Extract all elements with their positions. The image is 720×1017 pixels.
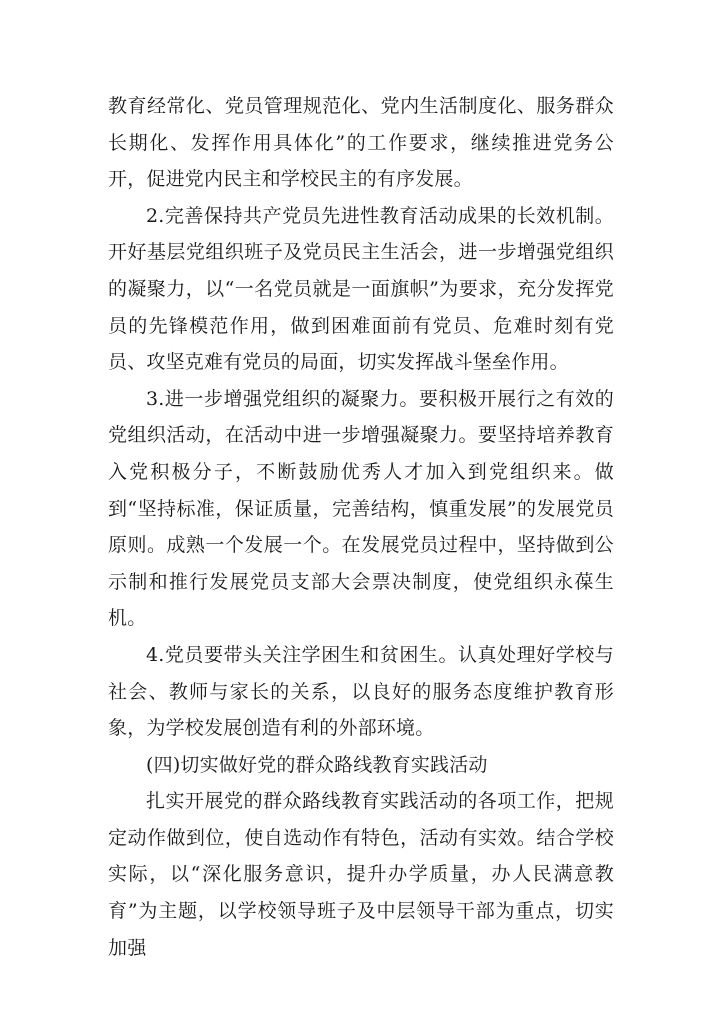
document-body xyxy=(108,88,614,966)
paragraph-item-3: 3.进一步增强党组织的凝聚力。要积极开展行之有效的党组织活动，在活动中进一步增强凝聚力。要坚持培养教育入党积极分子，不断鼓励优秀人才加入到党组织来。做到“坚持标准，保证质量，完善结构，慎重发展”的发展党员原则。成熟一个发展一个。在发展党员过程中，坚持做到公示制和推行发展党员支部大会票决制度，使党组织永葆生机。 xyxy=(108,387,614,630)
paragraph-item-4: 4.党员要带头关注学困生和贫困生。认真处理好学校与社会、教师与家长的关系，以良好的服务态度维护教育形象，为学校发展创造有利的外部环境。 xyxy=(108,643,614,740)
paragraph-section-body: 扎实开展党的群众路线教育实践活动的各项工作，把规定动作做到位，使自选动作有特色，活动有实效。结合学校实际，以“深化服务意识，提升办学质量，办人民满意教育”为主题，以学校领导班子及中层领导干部为重点，切实加强 xyxy=(108,790,614,959)
paragraph-item-2: 2.完善保持共产党员先进性教育活动成果的长效机制。开好基层党组织班子及党员民主生活会，进一步增强党组织的凝聚力，以“一名党员就是一面旗帜”为要求，充分发挥党员的先锋模范作用，做到困难面前有党员、危难时刻有党员、攻坚克难有党员的局面，切实发挥战斗堡垒作用。 xyxy=(108,204,614,374)
section-heading: (四)切实做好党的群众路线教育实践活动 xyxy=(146,753,488,776)
paragraph-continuation: 教育经常化、党员管理规范化、党内生活制度化、服务群众长期化、发挥作用具体化”的工作要求，继续推进党务公开，促进党内民主和学校民主的有序发展。 xyxy=(108,95,614,191)
